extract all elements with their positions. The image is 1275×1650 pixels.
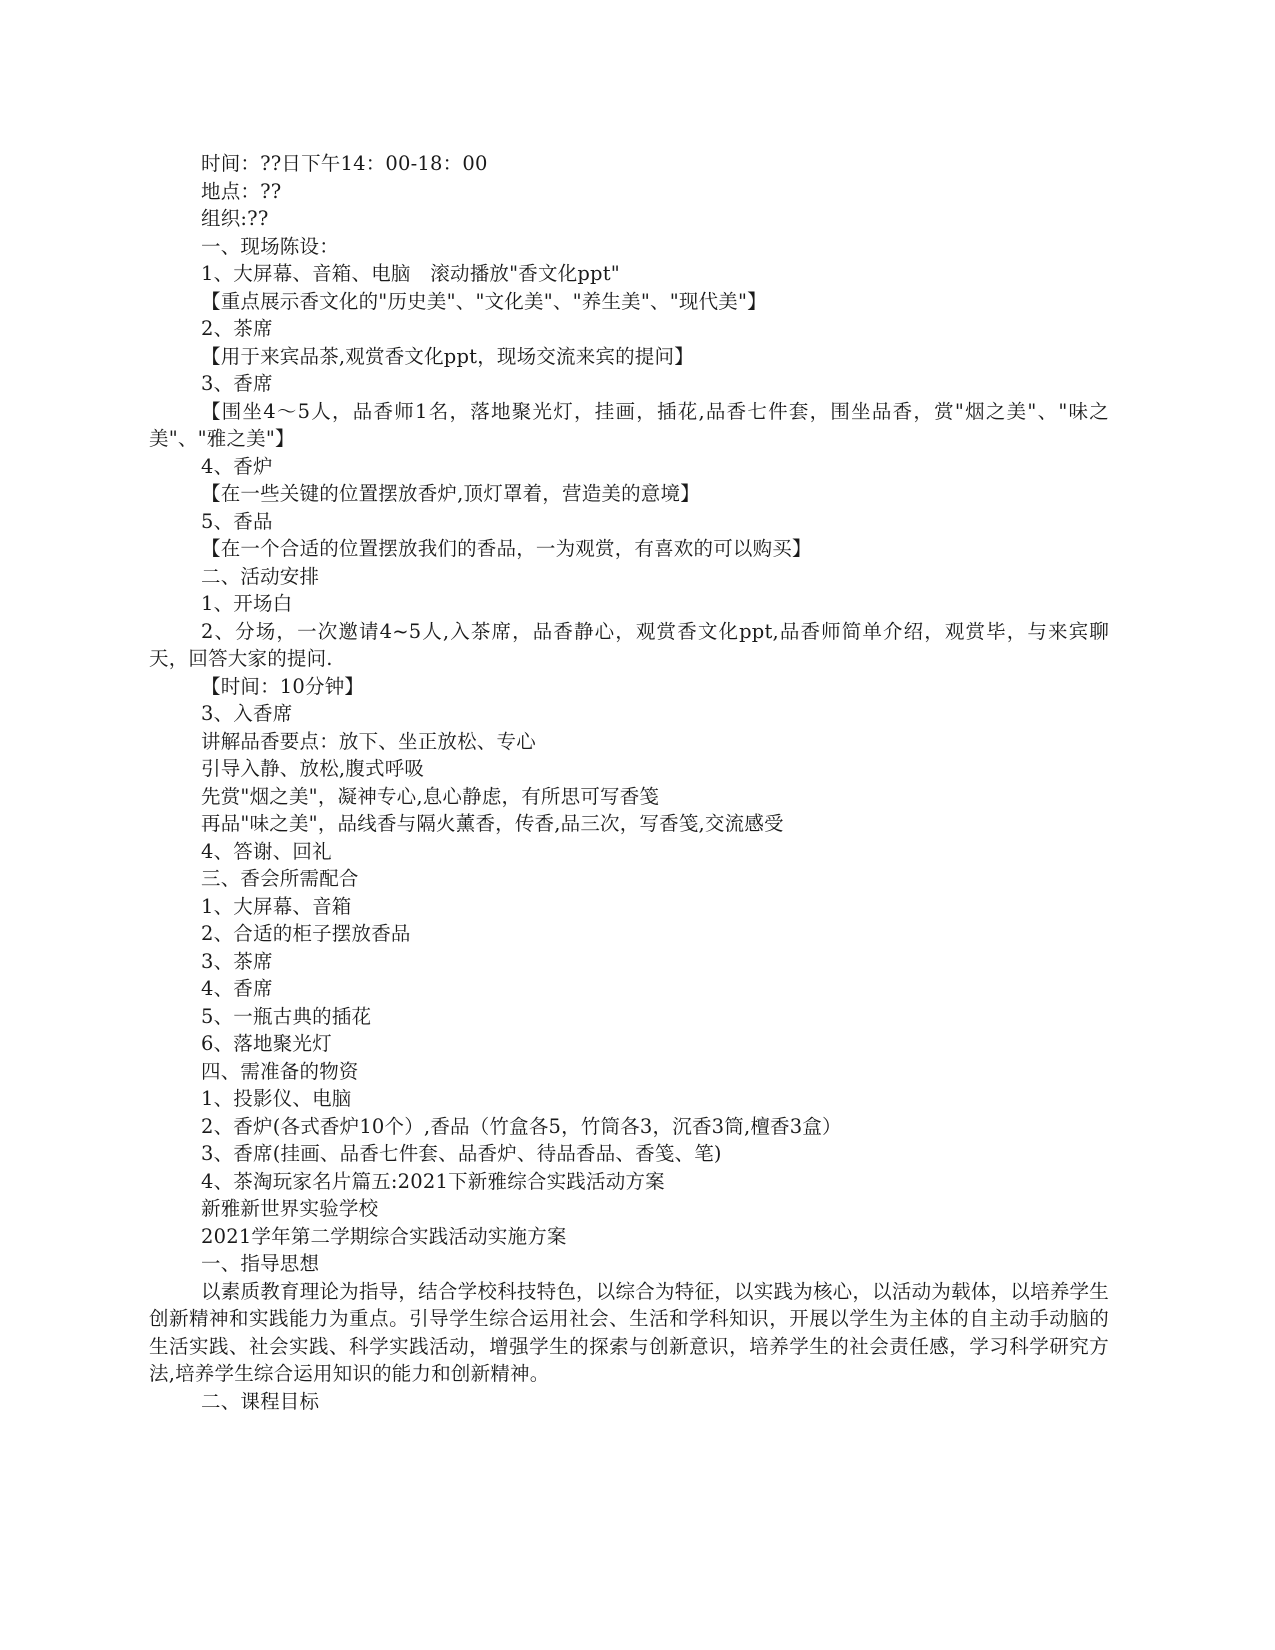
text-line: 5、香品 xyxy=(201,509,273,533)
text-line: 2、茶席 xyxy=(201,317,273,340)
text-line: 4、答谢、回礼 xyxy=(201,839,332,863)
document-title: 2021学年第二学期综合实践活动实施方案 xyxy=(201,1224,567,1248)
section-heading: 四、需准备的物资 xyxy=(201,1059,359,1083)
text-line: 1、投影仪、电脑 xyxy=(201,1087,352,1110)
text-line: 【用于来宾品茶,观赏香文化ppt，现场交流来宾的提问】 xyxy=(201,344,694,368)
text-line: 【重点展示香文化的"历史美"、"文化美"、"养生美"、"现代美"】 xyxy=(201,289,767,313)
text-line: 6、落地聚光灯 xyxy=(201,1032,332,1055)
text-line: 2、合适的柜子摆放香品 xyxy=(201,922,411,945)
section-heading: 一、指导思想 xyxy=(201,1252,320,1275)
text-line: 地点：?? xyxy=(201,179,282,203)
section-heading: 二、课程目标 xyxy=(201,1389,320,1413)
text-line: 4、香炉 xyxy=(201,454,273,478)
text-line: 【在一个合适的位置摆放我们的香品，一为观赏，有喜欢的可以购买】 xyxy=(201,537,812,560)
text-line: 3、茶席 xyxy=(201,949,273,973)
text-line: 组织:?? xyxy=(201,207,269,230)
text-line: 【时间：10分钟】 xyxy=(201,674,365,698)
paragraph: 以素质教育理论为指导，结合学校科技特色，以综合为特征，以实践为核心，以活动为载体，以培养学生创新精神和实践能力为重点。引导学生综合运用社会、生活和学科知识，开展以学生为主体的自主动手动脑的生活实践、社会实践、科学实践活动，增强学生的探索与创新意识，培养学生的社会责任感，学习科学研究方法,培养学生综合运用知识的能力和创新精神。 xyxy=(149,1279,1109,1385)
section-heading: 一、现场陈设： xyxy=(201,234,339,258)
section-heading: 三、香会所需配合 xyxy=(201,867,359,890)
text-line: 5、一瓶古典的插花 xyxy=(201,1004,372,1028)
text-line: 1、大屏幕、音箱 xyxy=(201,894,352,918)
text-line: 再品"味之美"，品线香与隔火薰香，传香,品三次，写香笺,交流感受 xyxy=(201,812,784,835)
paragraph: 2、分场，一次邀请4~5人,入茶席，品香静心，观赏香文化ppt,品香师简单介绍，观赏毕，与来宾聊天，回答大家的提问. xyxy=(149,619,1109,670)
text-line: 引导入静、放松,腹式呼吸 xyxy=(201,757,425,780)
section-heading: 二、活动安排 xyxy=(201,564,320,588)
text-line: 先赏"烟之美"，凝神专心,息心静虑，有所思可写香笺 xyxy=(201,784,660,808)
text-line: 3、香席(挂画、品香七件套、品香炉、待品香品、香笺、笔) xyxy=(201,1142,722,1165)
text-line: 1、开场白 xyxy=(201,592,293,615)
text-line: 3、入香席 xyxy=(201,702,293,725)
text-line: 新雅新世界实验学校 xyxy=(201,1197,379,1220)
text-line: 时间：??日下午14：00-18：00 xyxy=(201,152,488,175)
document-body xyxy=(149,150,1109,1415)
text-line: 3、香席 xyxy=(201,372,273,395)
text-line: 【在一些关键的位置摆放香炉,顶灯罩着，营造美的意境】 xyxy=(201,482,700,505)
text-line: 4、香席 xyxy=(201,977,273,1000)
text-line: 4、茶淘玩家名片篇五:2021下新雅综合实践活动方案 xyxy=(201,1169,665,1193)
text-line: 1、大屏幕、音箱、电脑 滚动播放"香文化ppt" xyxy=(201,262,620,285)
paragraph: 【围坐4～5人，品香师1名，落地聚光灯，挂画，插花,品香七件套，围坐品香，赏"烟之美"、"味之美"、"雅之美"】 xyxy=(149,399,1109,450)
text-line: 讲解品香要点：放下、坐正放松、专心 xyxy=(201,729,536,753)
text-line: 2、香炉(各式香炉10个）,香品（竹盒各5，竹筒各3，沉香3筒,檀香3盒） xyxy=(201,1114,842,1138)
